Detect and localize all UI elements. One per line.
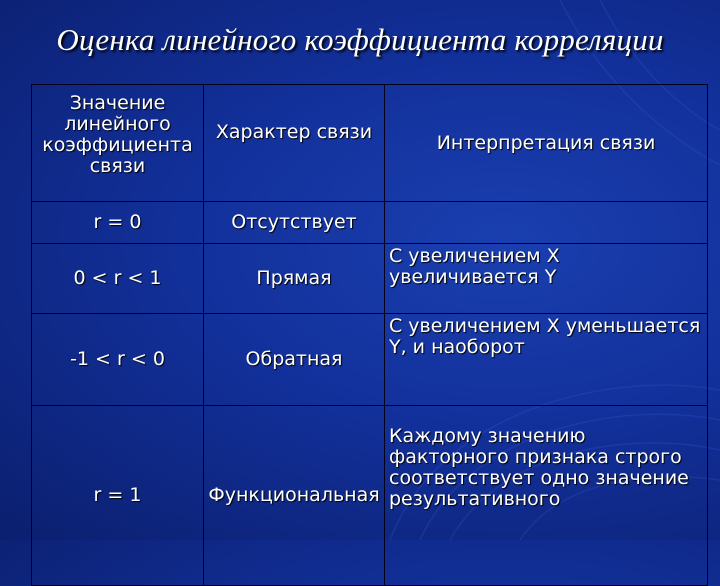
cell-interpretation — [385, 202, 708, 244]
table-row — [32, 314, 708, 406]
table-row — [32, 202, 708, 244]
table-row — [32, 244, 708, 314]
cell-character: Прямая — [204, 244, 385, 314]
correlation-table — [31, 84, 708, 586]
cell-interpretation: С увеличением X уменьшается Y, и наоборот — [385, 314, 708, 406]
cell-value: -1 < r < 0 — [32, 314, 204, 406]
cell-value: r = 1 — [32, 406, 204, 586]
cell-value: 0 < r < 1 — [32, 244, 204, 314]
cell-character: Функциональная — [204, 406, 385, 586]
header-relationship-type: Характер связи — [204, 85, 385, 202]
header-coefficient-value: Значение линейного коэффициента связи — [32, 85, 204, 202]
header-interpretation: Интерпретация связи — [385, 85, 708, 202]
cell-interpretation: С увеличением X увеличивается Y — [385, 244, 708, 314]
cell-value: r = 0 — [32, 202, 204, 244]
cell-interpretation: Каждому значению факторного признака строго соответствует одно значение результативного — [385, 406, 708, 586]
slide-title: Оценка линейного коэффициента корреляции — [56, 22, 664, 57]
cell-character: Обратная — [204, 314, 385, 406]
table-row — [32, 406, 708, 586]
cell-character: Отсутствует — [204, 202, 385, 244]
table-header-row — [32, 85, 708, 202]
